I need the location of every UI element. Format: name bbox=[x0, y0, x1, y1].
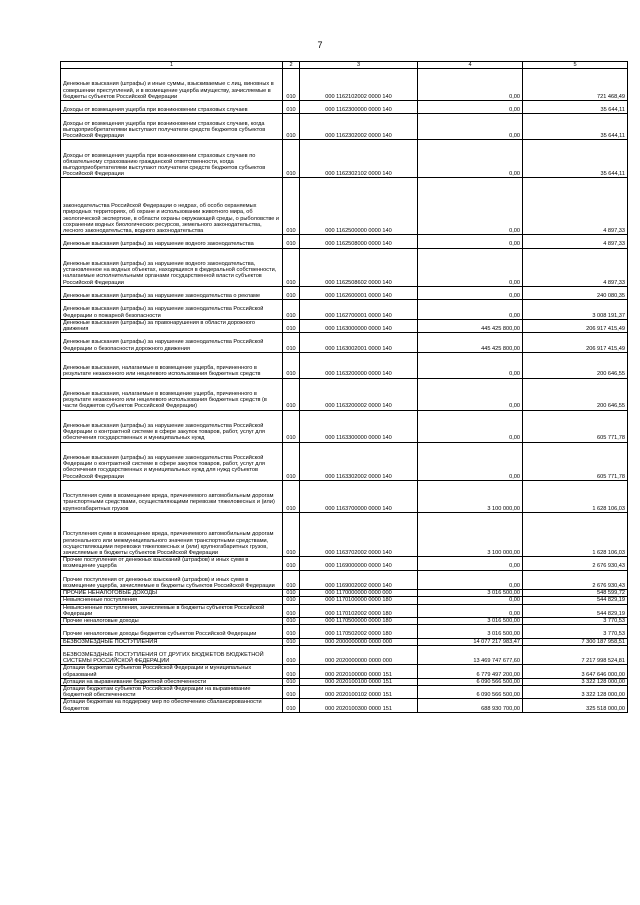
row-plan-amount: 688 930 700,00 bbox=[418, 699, 523, 712]
row-kbk-code: 000 2000000000 0000 000 bbox=[300, 638, 418, 645]
row-name: Прочие поступления от денежных взысканий (штрафов) и иных сумм в возмещение ущерба, зачисляемые в бюджеты субъектов Российской Федерации bbox=[61, 570, 283, 590]
row-kbk-code: 000 2020100100 0000 151 bbox=[300, 678, 418, 685]
row-code: 010 bbox=[283, 378, 300, 410]
table-row bbox=[61, 248, 628, 286]
row-plan-amount: 0,00 bbox=[418, 597, 523, 604]
row-fact-amount: 206 917 415,49 bbox=[523, 333, 628, 353]
row-name: законодательства Российской Федерации о недрах, об особо охраняемых природных территориях, об охране и использовании животного мира, об экологической экспертизе, в области охраны окружающей среды, о рыболовстве и сохранении водных биологических ресурсов, земельного законодательства, лесного законодательства, водного законодательства bbox=[61, 178, 283, 235]
row-plan-amount: 0,00 bbox=[418, 570, 523, 590]
table-row bbox=[61, 378, 628, 410]
row-name: Денежные взыскания (штрафы) за нарушение законодательства Российской Федерации о безопасности дорожного движения bbox=[61, 333, 283, 353]
row-plan-amount: 3 016 500,00 bbox=[418, 590, 523, 597]
row-kbk-code: 000 2020000000 0000 000 bbox=[300, 645, 418, 665]
table-row bbox=[61, 333, 628, 353]
row-kbk-code: 000 2020100102 0000 151 bbox=[300, 685, 418, 698]
table-row bbox=[61, 638, 628, 645]
row-kbk-code: 000 1162500000 0000 140 bbox=[300, 178, 418, 235]
row-code: 010 bbox=[283, 114, 300, 140]
table-row bbox=[61, 69, 628, 101]
row-fact-amount: 605 771,78 bbox=[523, 442, 628, 480]
row-code: 010 bbox=[283, 333, 300, 353]
row-code: 010 bbox=[283, 442, 300, 480]
row-fact-amount: 3 647 646 000,00 bbox=[523, 665, 628, 678]
row-fact-amount: 1 628 106,03 bbox=[523, 512, 628, 556]
row-name: Денежные взыскания (штрафы) за нарушение законодательства о рекламе bbox=[61, 286, 283, 299]
row-fact-amount: 200 646,55 bbox=[523, 378, 628, 410]
row-name: Денежные взыскания (штрафы) за нарушение законодательства Российской Федерации о контрактной системе в сфере закупок товаров, работ, услуг для обеспечения государственных и муниципальных нужд для нужд субъектов Российской Федерации bbox=[61, 442, 283, 480]
row-code: 010 bbox=[283, 300, 300, 320]
row-fact-amount: 721 468,49 bbox=[523, 69, 628, 101]
row-fact-amount: 200 646,55 bbox=[523, 352, 628, 378]
row-fact-amount: 4 897,33 bbox=[523, 235, 628, 248]
row-fact-amount: 3 770,53 bbox=[523, 625, 628, 638]
row-name: Дотации бюджетам субъектов Российской Федерации на выравнивание бюджетной обеспеченности bbox=[61, 685, 283, 698]
table-row bbox=[61, 442, 628, 480]
row-kbk-code: 000 1169002002 0000 140 bbox=[300, 570, 418, 590]
row-name: Дотации бюджетам на поддержку мер по обеспечению сбалансированности бюджетов bbox=[61, 699, 283, 712]
row-plan-amount: 0,00 bbox=[418, 286, 523, 299]
row-fact-amount: 4 897,33 bbox=[523, 248, 628, 286]
row-code: 010 bbox=[283, 645, 300, 665]
row-kbk-code: 000 1170102002 0000 180 bbox=[300, 604, 418, 617]
row-kbk-code: 000 1170000000 0000 000 bbox=[300, 590, 418, 597]
row-plan-amount: 0,00 bbox=[418, 442, 523, 480]
row-fact-amount: 2 676 930,43 bbox=[523, 557, 628, 570]
page-number: 7 bbox=[317, 40, 323, 50]
row-code: 010 bbox=[283, 512, 300, 556]
table-row bbox=[61, 685, 628, 698]
row-code: 010 bbox=[283, 665, 300, 678]
row-name: Прочие неналоговые доходы bbox=[61, 617, 283, 624]
row-name: Денежные взыскания (штрафы) за нарушение законодательства Российской Федерации о контрактной системе в сфере закупок товаров, работ, услуг для обеспечения государственных и муниципальных нужд bbox=[61, 410, 283, 442]
row-code: 010 bbox=[283, 604, 300, 617]
row-kbk-code: 000 1163200002 0000 140 bbox=[300, 378, 418, 410]
row-name: БЕЗВОЗМЕЗДНЫЕ ПОСТУПЛЕНИЯ bbox=[61, 638, 283, 645]
row-plan-amount: 0,00 bbox=[418, 248, 523, 286]
table-row bbox=[61, 178, 628, 235]
row-plan-amount: 445 425 800,00 bbox=[418, 319, 523, 332]
row-name: Денежные взыскания, налагаемые в возмещение ущерба, причиненного в результате незаконного или нецелевого использования бюджетных средств bbox=[61, 352, 283, 378]
header-row bbox=[61, 62, 628, 69]
row-plan-amount: 6 090 566 500,00 bbox=[418, 678, 523, 685]
row-kbk-code: 000 1163200000 0000 140 bbox=[300, 352, 418, 378]
header-col-2: 2 bbox=[283, 62, 300, 69]
table-row bbox=[61, 557, 628, 570]
row-name: ПРОЧИЕ НЕНАЛОГОВЫЕ ДОХОДЫ bbox=[61, 590, 283, 597]
row-kbk-code: 000 1170502002 0000 180 bbox=[300, 625, 418, 638]
table-row bbox=[61, 645, 628, 665]
table-row bbox=[61, 101, 628, 114]
table-row bbox=[61, 597, 628, 604]
row-code: 010 bbox=[283, 557, 300, 570]
row-code: 010 bbox=[283, 410, 300, 442]
row-kbk-code: 000 1170500000 0000 180 bbox=[300, 617, 418, 624]
row-fact-amount: 4 897,33 bbox=[523, 178, 628, 235]
row-kbk-code: 000 1163700000 0000 140 bbox=[300, 480, 418, 512]
row-code: 010 bbox=[283, 319, 300, 332]
table-row bbox=[61, 410, 628, 442]
row-plan-amount: 0,00 bbox=[418, 378, 523, 410]
table-body bbox=[61, 69, 628, 713]
table-row bbox=[61, 590, 628, 597]
row-plan-amount: 0,00 bbox=[418, 557, 523, 570]
row-name: Доходы от возмещения ущерба при возникновении страховых случаев bbox=[61, 101, 283, 114]
table-row bbox=[61, 699, 628, 712]
row-plan-amount: 0,00 bbox=[418, 101, 523, 114]
table-row bbox=[61, 140, 628, 178]
row-fact-amount: 3 322 128 000,00 bbox=[523, 685, 628, 698]
table-row bbox=[61, 570, 628, 590]
row-plan-amount: 0,00 bbox=[418, 69, 523, 101]
row-name: Доходы от возмещения ущерба при возникновении страховых случаев по обязательному страхованию гражданской ответственности, когда выгодоприобретателями выступают получатели средств бюджетов субъектов Российской Федерации bbox=[61, 140, 283, 178]
table-row bbox=[61, 480, 628, 512]
row-code: 010 bbox=[283, 699, 300, 712]
row-plan-amount: 0,00 bbox=[418, 114, 523, 140]
row-plan-amount: 3 100 000,00 bbox=[418, 512, 523, 556]
row-kbk-code: 000 1163002001 0000 140 bbox=[300, 333, 418, 353]
row-kbk-code: 000 1169000000 0000 140 bbox=[300, 557, 418, 570]
row-fact-amount: 544 829,19 bbox=[523, 597, 628, 604]
table-row bbox=[61, 319, 628, 332]
row-kbk-code: 000 1163300000 0000 140 bbox=[300, 410, 418, 442]
header-col-4: 4 bbox=[418, 62, 523, 69]
table-row bbox=[61, 512, 628, 556]
row-plan-amount: 6 779 497 200,00 bbox=[418, 665, 523, 678]
table-row bbox=[61, 604, 628, 617]
row-fact-amount: 35 644,11 bbox=[523, 114, 628, 140]
row-plan-amount: 0,00 bbox=[418, 300, 523, 320]
row-fact-amount: 7 300 187 958,51 bbox=[523, 638, 628, 645]
row-code: 010 bbox=[283, 248, 300, 286]
row-kbk-code: 000 1170100000 0000 180 bbox=[300, 597, 418, 604]
row-fact-amount: 544 829,19 bbox=[523, 604, 628, 617]
row-fact-amount: 35 644,11 bbox=[523, 140, 628, 178]
table-row bbox=[61, 286, 628, 299]
row-fact-amount: 325 518 000,00 bbox=[523, 699, 628, 712]
row-name: Денежные взыскания (штрафы) за нарушение законодательства Российской Федерации о пожарной безопасности bbox=[61, 300, 283, 320]
row-name: Поступления сумм в возмещение вреда, причиняемого автомобильным дорогам транспортными средствами, осуществляющими перевозки тяжеловесных и (или) крупногабаритных грузов bbox=[61, 480, 283, 512]
row-plan-amount: 0,00 bbox=[418, 352, 523, 378]
row-fact-amount: 3 770,53 bbox=[523, 617, 628, 624]
row-kbk-code: 000 1162508000 0000 140 bbox=[300, 235, 418, 248]
row-code: 010 bbox=[283, 685, 300, 698]
row-fact-amount: 3 008 191,37 bbox=[523, 300, 628, 320]
row-name: Прочие поступления от денежных взысканий (штрафов) и иных сумм в возмещение ущерба bbox=[61, 557, 283, 570]
row-kbk-code: 000 1162102002 0000 140 bbox=[300, 69, 418, 101]
row-plan-amount: 13 469 747 677,60 bbox=[418, 645, 523, 665]
row-code: 010 bbox=[283, 286, 300, 299]
row-code: 010 bbox=[283, 352, 300, 378]
row-fact-amount: 35 644,11 bbox=[523, 101, 628, 114]
row-code: 010 bbox=[283, 140, 300, 178]
row-name: Дотации на выравнивание бюджетной обеспеченности bbox=[61, 678, 283, 685]
row-code: 010 bbox=[283, 69, 300, 101]
row-kbk-code: 000 1162508602 0000 140 bbox=[300, 248, 418, 286]
row-name: Денежные взыскания (штрафы) за нарушение водного законодательства bbox=[61, 235, 283, 248]
row-kbk-code: 000 1162302102 0000 140 bbox=[300, 140, 418, 178]
row-code: 010 bbox=[283, 597, 300, 604]
header-col-5: 5 bbox=[523, 62, 628, 69]
row-fact-amount: 7 217 998 524,81 bbox=[523, 645, 628, 665]
row-kbk-code: 000 1163302002 0000 140 bbox=[300, 442, 418, 480]
row-code: 010 bbox=[283, 101, 300, 114]
header-col-3: 3 bbox=[300, 62, 418, 69]
row-plan-amount: 6 090 566 500,00 bbox=[418, 685, 523, 698]
row-kbk-code: 000 1162700001 0000 140 bbox=[300, 300, 418, 320]
table-row bbox=[61, 300, 628, 320]
row-name: Поступления сумм в возмещение вреда, причиняемого автомобильным дорогам регионального или межмуниципального значения транспортными средствами, осуществляющими перевозки тяжеловесных и (или) крупногабаритных грузов, зачисляемые в бюджеты субъектов Российской Федерации bbox=[61, 512, 283, 556]
table-row bbox=[61, 235, 628, 248]
table-row bbox=[61, 114, 628, 140]
row-plan-amount: 3 016 500,00 bbox=[418, 617, 523, 624]
row-kbk-code: 000 2020100000 0000 151 bbox=[300, 665, 418, 678]
row-kbk-code: 000 1163702002 0000 140 bbox=[300, 512, 418, 556]
row-code: 010 bbox=[283, 638, 300, 645]
row-code: 010 bbox=[283, 678, 300, 685]
row-name: БЕЗВОЗМЕЗДНЫЕ ПОСТУПЛЕНИЯ ОТ ДРУГИХ БЮДЖЕТОВ БЮДЖЕТНОЙ СИСТЕМЫ РОССИЙСКОЙ ФЕДЕРАЦИИ bbox=[61, 645, 283, 665]
row-name: Дотации бюджетам субъектов Российской Федерации и муниципальных образований bbox=[61, 665, 283, 678]
row-code: 010 bbox=[283, 480, 300, 512]
row-code: 010 bbox=[283, 617, 300, 624]
table-row bbox=[61, 352, 628, 378]
row-fact-amount: 1 628 106,03 bbox=[523, 480, 628, 512]
table-row bbox=[61, 678, 628, 685]
row-kbk-code: 000 1163000000 0000 140 bbox=[300, 319, 418, 332]
row-code: 010 bbox=[283, 570, 300, 590]
row-name: Прочие неналоговые доходы бюджетов субъектов Российской Федерации bbox=[61, 625, 283, 638]
table-row bbox=[61, 665, 628, 678]
row-kbk-code: 000 1162300000 0000 140 bbox=[300, 101, 418, 114]
row-fact-amount: 206 917 415,49 bbox=[523, 319, 628, 332]
row-plan-amount: 445 425 800,00 bbox=[418, 333, 523, 353]
row-code: 010 bbox=[283, 235, 300, 248]
row-kbk-code: 000 1162600001 0000 140 bbox=[300, 286, 418, 299]
row-fact-amount: 240 080,35 bbox=[523, 286, 628, 299]
row-code: 010 bbox=[283, 178, 300, 235]
row-plan-amount: 0,00 bbox=[418, 140, 523, 178]
row-plan-amount: 0,00 bbox=[418, 604, 523, 617]
row-plan-amount: 0,00 bbox=[418, 178, 523, 235]
row-name: Денежные взыскания, налагаемые в возмещение ущерба, причиненного в результате незаконного или нецелевого использования бюджетных средств (в части бюджетов субъектов Российской Федерации) bbox=[61, 378, 283, 410]
row-kbk-code: 000 1162302002 0000 140 bbox=[300, 114, 418, 140]
row-name: Невыясненные поступления, зачисляемые в бюджеты субъектов Российской Федерации bbox=[61, 604, 283, 617]
revenue-table bbox=[60, 61, 628, 713]
row-plan-amount: 3 100 000,00 bbox=[418, 480, 523, 512]
row-plan-amount: 14 077 217 983,47 bbox=[418, 638, 523, 645]
row-fact-amount: 2 676 930,43 bbox=[523, 570, 628, 590]
row-code: 010 bbox=[283, 625, 300, 638]
table-row bbox=[61, 625, 628, 638]
header-col-1: 1 bbox=[61, 62, 283, 69]
table-row bbox=[61, 617, 628, 624]
row-fact-amount: 548 599,72 bbox=[523, 590, 628, 597]
row-plan-amount: 3 016 500,00 bbox=[418, 625, 523, 638]
row-kbk-code: 000 2020100300 0000 151 bbox=[300, 699, 418, 712]
row-name: Невыясненные поступления bbox=[61, 597, 283, 604]
row-fact-amount: 3 322 128 000,00 bbox=[523, 678, 628, 685]
row-fact-amount: 605 771,78 bbox=[523, 410, 628, 442]
row-plan-amount: 0,00 bbox=[418, 235, 523, 248]
row-name: Денежные взыскания (штрафы) за нарушение водного законодательства, установленное на водных объектах, находящихся в федеральной собственности, налагаемые исполнительными органами государственной власти субъектов Российской Федерации bbox=[61, 248, 283, 286]
row-name: Денежные взыскания (штрафы) и иные суммы, взыскиваемые с лиц, виновных в совершении преступлений, и в возмещение ущерба имуществу, зачисляемые в бюджеты субъектов Российской Федерации bbox=[61, 69, 283, 101]
row-plan-amount: 0,00 bbox=[418, 410, 523, 442]
row-name: Доходы от возмещения ущерба при возникновении страховых случаев, когда выгодоприобретателями выступают получатели средств бюджетов субъектов Российской Федерации bbox=[61, 114, 283, 140]
row-name: Денежные взыскания (штрафы) за правонарушения в области дорожного движения bbox=[61, 319, 283, 332]
row-code: 010 bbox=[283, 590, 300, 597]
